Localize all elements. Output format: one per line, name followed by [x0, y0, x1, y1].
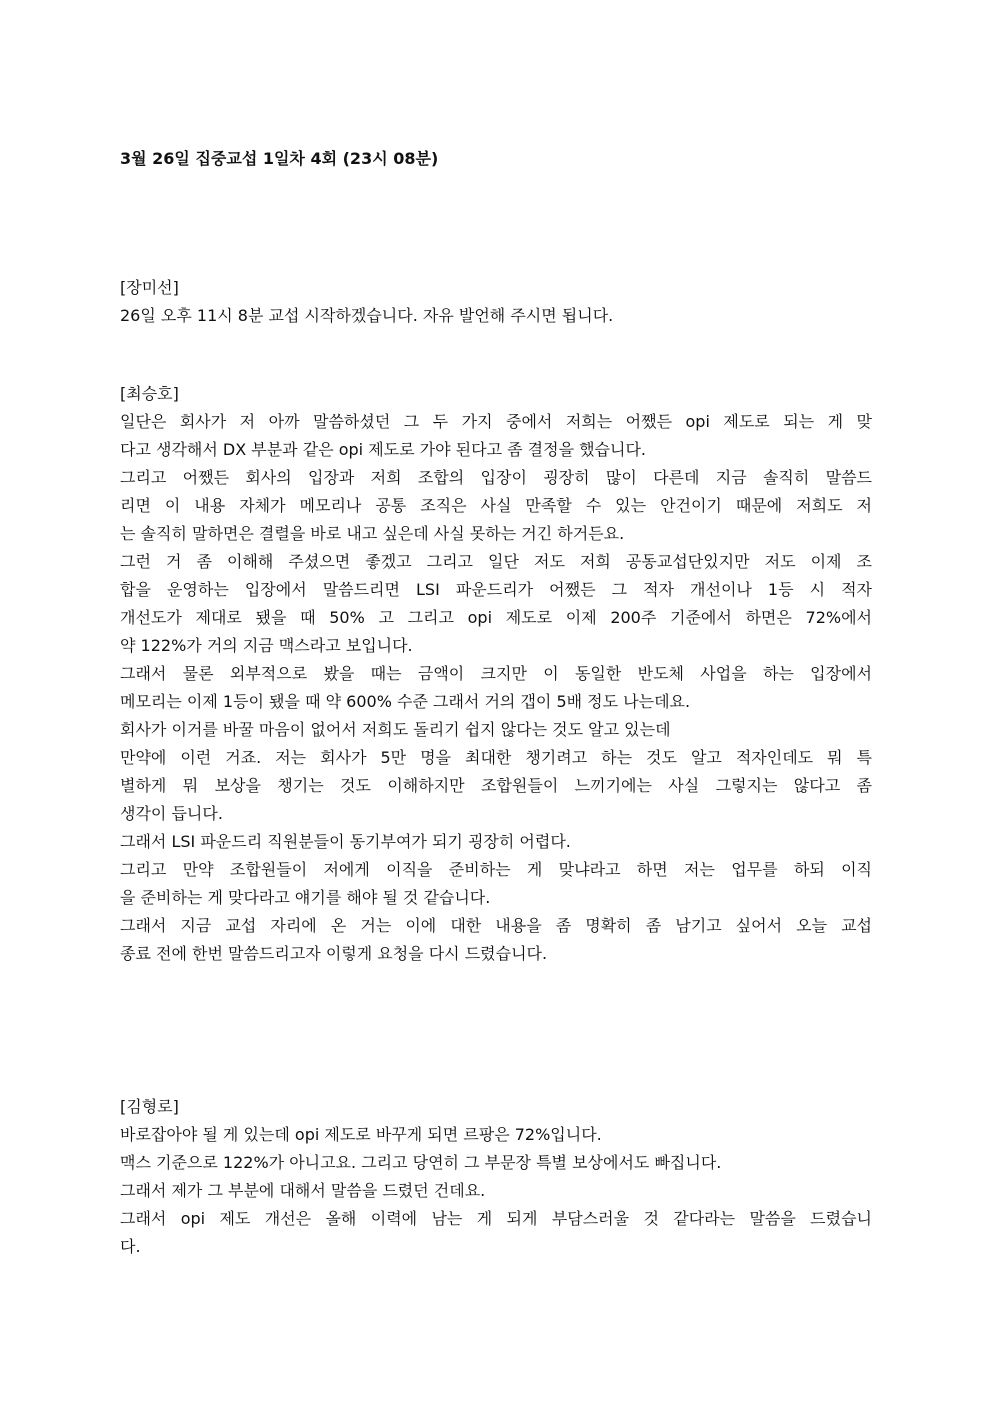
text-line: 리면 이 내용 자체가 메모리나 공통 조직은 사실 만족할 수 있는 안건이기 때문에 저희도 저 — [120, 496, 872, 515]
speech-paragraph — [120, 912, 872, 968]
speech-paragraph — [120, 716, 872, 744]
text-line: 그래서 LSI 파운드리 직원분들이 동기부여가 되기 굉장히 어렵다. — [120, 832, 571, 851]
text-line: 는 솔직히 말하면은 결렬을 바로 내고 싶은데 사실 못하는 거긴 하거든요. — [120, 524, 625, 543]
text-line: 만약에 이런 거죠. 저는 회사가 5만 명을 최대한 챙기려고 하는 것도 알고 적자인데도 뭐 특 — [120, 748, 872, 767]
text-line: 그래서 제가 그 부분에 대해서 말씀을 드렸던 건데요. — [120, 1181, 486, 1200]
speech-paragraph — [120, 828, 872, 856]
speech-paragraph — [120, 744, 872, 828]
text-line: 26일 오후 11시 8분 교섭 시작하겠습니다. 자유 발언해 주시면 됩니다. — [120, 306, 614, 325]
text-line: 다. — [120, 1237, 141, 1256]
text-line: 메모리는 이제 1등이 됐을 때 약 600% 수준 그래서 거의 갭이 5배 정도 나는데요. — [120, 692, 691, 711]
speech-paragraph — [120, 302, 872, 330]
text-line: 그리고 만약 조합원들이 저에게 이직을 준비하는 게 맞냐라고 하면 저는 업무를 하되 이직 — [120, 860, 872, 879]
speech-paragraph — [120, 1149, 872, 1177]
speech-paragraph — [120, 1205, 872, 1261]
text-line: 그래서 지금 교섭 자리에 온 거는 이에 대한 내용을 좀 명확히 좀 남기고 싶어서 오늘 교섭 — [120, 916, 873, 935]
speech-paragraph — [120, 660, 872, 716]
text-line: 종료 전에 한번 말씀드리고자 이렇게 요청을 다시 드렸습니다. — [120, 944, 548, 963]
document-title: 3월 26일 집중교섭 1일차 4회 (23시 08분) — [120, 149, 439, 168]
speech-paragraph — [120, 464, 872, 548]
text-line: 개선도가 제대로 됐을 때 50% 고 그리고 opi 제도로 이제 200주 기준에서 하면은 72%에서 — [120, 608, 872, 627]
text-line: 약 122%가 거의 지금 맥스라고 보입니다. — [120, 636, 413, 655]
text-line: 생각이 듭니다. — [120, 804, 223, 823]
text-line: 그래서 opi 제도 개선은 올해 이력에 남는 게 되게 부담스러울 것 같다라는 말씀을 드렸습니 — [120, 1209, 872, 1228]
speaker-name: [김형로] — [120, 1097, 179, 1116]
text-line: 회사가 이거를 바꿀 마음이 없어서 저희도 돌리기 쉽지 않다는 것도 알고 있는데 — [120, 720, 671, 739]
text-line: 을 준비하는 게 맞다라고 얘기를 해야 될 것 같습니다. — [120, 888, 491, 907]
speech-paragraph — [120, 408, 872, 464]
speech-paragraph — [120, 548, 872, 660]
speech-paragraph — [120, 856, 872, 912]
speech-paragraph — [120, 1121, 872, 1149]
speaker-name: [장미선] — [120, 278, 179, 297]
speech-paragraph — [120, 1177, 872, 1205]
text-line: 다고 생각해서 DX 부분과 같은 opi 제도로 가야 된다고 좀 결정을 했습니다. — [120, 440, 647, 459]
text-line: 일단은 회사가 저 아까 말씀하셨던 그 두 가지 중에서 저희는 어쨌든 opi 제도로 되는 게 맞 — [120, 412, 872, 431]
speaker-section — [120, 274, 872, 330]
speaker-section — [120, 380, 872, 968]
text-line: 별하게 뭐 보상을 챙기는 것도 이해하지만 조합원들이 느끼기에는 사실 그렇지는 않다고 좀 — [120, 776, 872, 795]
speaker-section — [120, 1093, 872, 1261]
text-line: 맥스 기준으로 122%가 아니고요. 그리고 당연히 그 부문장 특별 보상에서도 빠집니다. — [120, 1153, 722, 1172]
text-line: 그래서 물론 외부적으로 봤을 때는 금액이 크지만 이 동일한 반도체 사업을 하는 입장에서 — [120, 664, 872, 683]
text-line: 바로잡아야 될 게 있는데 opi 제도로 바꾸게 되면 르팡은 72%입니다. — [120, 1125, 602, 1144]
text-line: 합을 운영하는 입장에서 말씀드리면 LSI 파운드리가 어쨌든 그 적자 개선이나 1등 시 적자 — [120, 580, 872, 599]
speaker-name: [최승호] — [120, 384, 179, 403]
text-line: 그런 거 좀 이해해 주셨으면 좋겠고 그리고 일단 저도 저희 공동교섭단있지만 저도 이제 조 — [120, 552, 872, 571]
text-line: 그리고 어쨌든 회사의 입장과 저희 조합의 입장이 굉장히 많이 다른데 지금 솔직히 말씀드 — [120, 468, 872, 487]
